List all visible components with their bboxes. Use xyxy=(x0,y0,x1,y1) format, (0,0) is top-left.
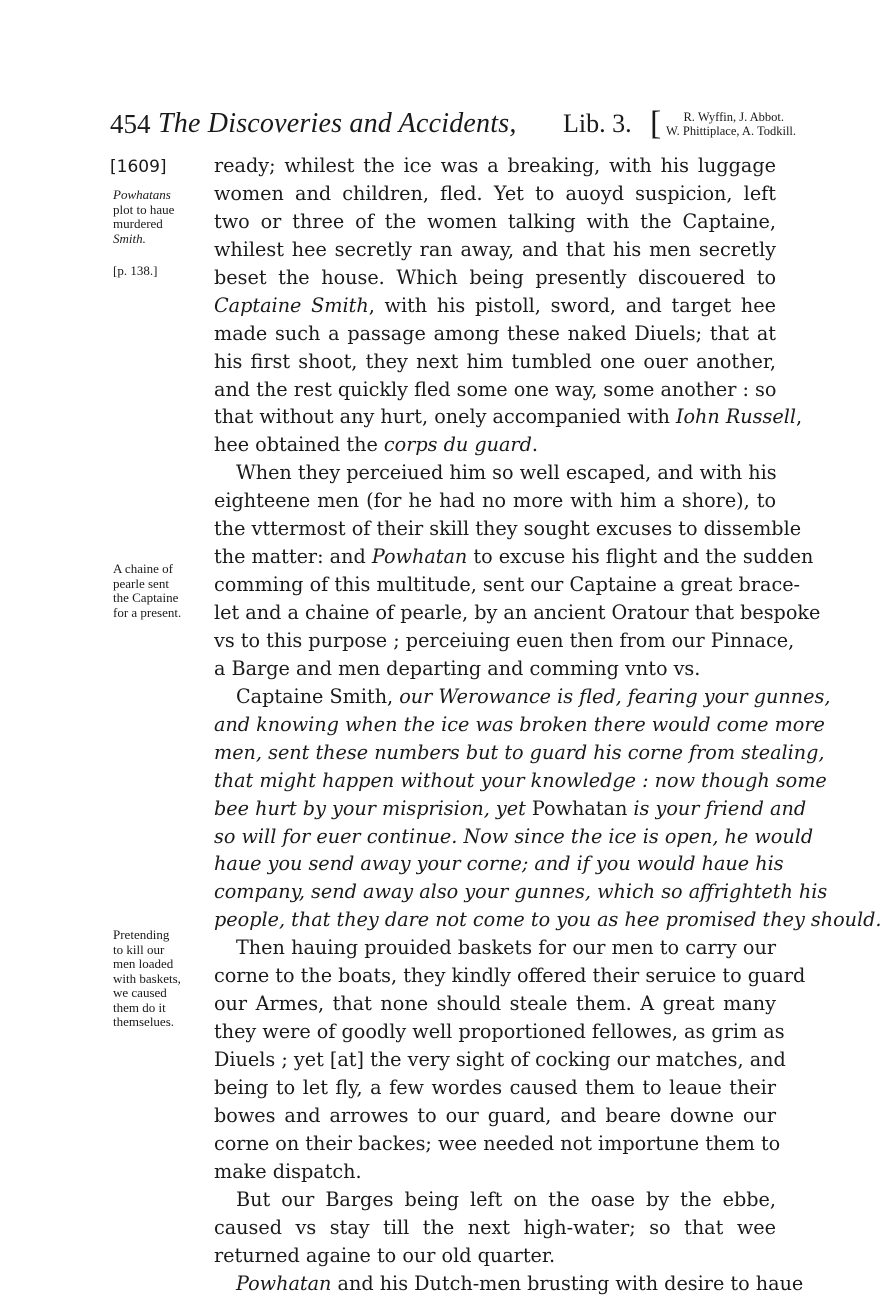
italic-text-segment: so will for euer continue. Now since the ice is open, he would xyxy=(214,825,813,848)
text-line xyxy=(214,739,776,767)
italic-text-segment: Powhatan xyxy=(236,1272,331,1295)
text-line xyxy=(214,236,776,264)
text-line xyxy=(214,1102,776,1130)
text-line xyxy=(214,1046,776,1074)
text-line xyxy=(214,180,776,208)
running-title: The Discoveries and Accidents, xyxy=(158,108,517,140)
sidenote-line: murdered xyxy=(113,217,205,232)
text-segment: the matter: and xyxy=(214,545,372,568)
text-line xyxy=(214,208,776,236)
sidenote-pretending xyxy=(113,928,205,1030)
page-number: 454 xyxy=(110,108,151,140)
sidenote-line: Pretending xyxy=(113,928,205,943)
text-segment: beset the house. Which being presently discouered to xyxy=(214,266,776,289)
book-reference: Lib. 3. xyxy=(563,108,632,140)
text-line xyxy=(214,990,776,1018)
italic-text-segment: is your friend and xyxy=(633,797,806,820)
text-segment: eighteene men (for he had no more with him a shore), to xyxy=(214,489,776,512)
italic-text-segment: that might happen without your knowledge : now though some xyxy=(214,769,827,792)
text-line xyxy=(214,487,776,515)
sidenote-line: men loaded xyxy=(113,957,205,972)
text-line xyxy=(214,1186,776,1214)
text-segment: let and a chaine of pearle, by an ancient Oratour that bespoke xyxy=(214,601,820,624)
editors-credit xyxy=(666,110,784,138)
sidenote-line: Powhatans xyxy=(113,188,205,203)
text-line xyxy=(214,767,776,795)
text-line xyxy=(214,1158,776,1186)
text-segment: Then hauing prouided baskets for our men to carry our xyxy=(236,936,776,959)
text-segment: two or three of the women talking with the Captaine, xyxy=(214,210,776,233)
sidenote-line: [p. 138.] xyxy=(113,264,205,279)
italic-text-segment: corps du guard xyxy=(384,433,532,456)
italic-text-segment: bee hurt by your misprision, yet xyxy=(214,797,526,820)
text-segment: Captaine Smith, xyxy=(236,685,399,708)
text-segment: Diuels ; yet [at] the very sight of cocking our matches, and xyxy=(214,1048,786,1071)
text-line xyxy=(214,655,776,683)
text-line xyxy=(214,320,776,348)
text-segment: that without any hurt, onely accompanied with xyxy=(214,405,676,428)
italic-text-segment: Powhatan xyxy=(372,545,467,568)
sidenote-powhatan-plot xyxy=(113,188,205,246)
text-segment: , xyxy=(796,405,802,428)
text-line xyxy=(214,1130,776,1158)
text-segment: being to let fly, a few wordes caused them to leaue their xyxy=(214,1076,776,1099)
sidenote-line: the Captaine xyxy=(113,591,205,606)
sidenote-chaine-of-pearle xyxy=(113,562,205,620)
running-header xyxy=(110,106,770,146)
text-line xyxy=(214,348,776,376)
italic-text-segment: company, send away also your gunnes, which so affrighteth his xyxy=(214,880,827,903)
sidenote-line: we caused xyxy=(113,986,205,1001)
text-line xyxy=(214,515,776,543)
text-segment: corne to the boats, they kindly offered their seruice to guard xyxy=(214,964,805,987)
text-segment: bowes and arrowes to our guard, and beare downe our xyxy=(214,1104,776,1127)
text-segment: , with his pistoll, sword, and target hee xyxy=(369,294,776,317)
text-segment: returned againe to our old quarter. xyxy=(214,1244,555,1267)
editors-bracket-icon: [ xyxy=(650,106,661,142)
text-line xyxy=(214,795,776,823)
text-segment: hee obtained the xyxy=(214,433,384,456)
text-line xyxy=(214,599,776,627)
text-line xyxy=(214,823,776,851)
text-line xyxy=(214,543,776,571)
italic-text-segment: Iohn Russell xyxy=(676,405,796,428)
text-line xyxy=(214,403,776,431)
text-segment: ready; whilest the ice was a breaking, with his luggage xyxy=(214,154,776,177)
text-segment: . xyxy=(532,433,538,456)
body-text xyxy=(214,152,776,1297)
italic-text-segment: Captaine Smith xyxy=(214,294,369,317)
italic-text-segment: men, sent these numbers but to guard his corne from stealing, xyxy=(214,741,825,764)
italic-text-segment: our Werowance is fled, fearing your gunnes, xyxy=(399,685,830,708)
editors-line: W. Phittiplace, A. Todkill. xyxy=(666,124,784,138)
text-segment: comming of this multitude, sent our Captaine a great brace- xyxy=(214,573,800,596)
text-segment: Powhatan xyxy=(526,797,634,820)
text-line xyxy=(214,1018,776,1046)
text-line xyxy=(214,292,776,320)
italic-text-segment: people, that they dare not come to you as hee promised they should. xyxy=(214,908,882,931)
sidenote-line: plot to haue xyxy=(113,203,205,218)
sidenote-line: A chaine of xyxy=(113,562,205,577)
text-line xyxy=(214,459,776,487)
sidenote-line: to kill our xyxy=(113,943,205,958)
text-segment: and his Dutch-men brusting with desire to haue xyxy=(331,1272,803,1295)
text-segment: they were of goodly well proportioned fellowes, as grim as xyxy=(214,1020,785,1043)
text-segment: to excuse his flight and the sudden xyxy=(467,545,813,568)
italic-text-segment: and knowing when the ice was broken there would come more xyxy=(214,713,825,736)
text-line xyxy=(214,878,776,906)
text-segment: caused vs stay till the next high-water; so that wee xyxy=(214,1216,776,1239)
sidenote-line: them do it xyxy=(113,1001,205,1016)
text-line xyxy=(214,1074,776,1102)
text-segment: a Barge and men departing and comming vnto vs. xyxy=(214,657,700,680)
text-segment: corne on their backes; wee needed not importune them to xyxy=(214,1132,780,1155)
text-line xyxy=(214,431,776,459)
text-line xyxy=(214,627,776,655)
text-line xyxy=(214,906,776,934)
sidenote-line: with baskets, xyxy=(113,972,205,987)
text-segment: women and children, fled. Yet to auoyd suspicion, left xyxy=(214,182,776,205)
sidenote-line: for a present. xyxy=(113,606,205,621)
text-line xyxy=(214,711,776,739)
text-line xyxy=(214,152,776,180)
sidenote-line: pearle sent xyxy=(113,577,205,592)
text-line xyxy=(214,962,776,990)
text-segment: made such a passage among these naked Diuels; that at xyxy=(214,322,776,345)
text-line xyxy=(214,934,776,962)
sidenote-page-ref xyxy=(113,264,205,279)
text-segment: his first shoot, they next him tumbled one ouer another, xyxy=(214,350,776,373)
italic-text-segment: haue you send away your corne; and if you would haue his xyxy=(214,852,784,875)
text-line xyxy=(214,683,776,711)
text-segment: our Armes, that none should steale them. A great many xyxy=(214,992,776,1015)
text-line xyxy=(214,376,776,404)
text-segment: vs to this purpose ; perceiuing euen then from our Pinnace, xyxy=(214,629,794,652)
text-segment: make dispatch. xyxy=(214,1160,362,1183)
sidenote-line: themselues. xyxy=(113,1015,205,1030)
text-segment: the vttermost of their skill they sought excuses to dissemble xyxy=(214,517,801,540)
text-segment: and the rest quickly fled some one way, some another : so xyxy=(214,378,776,401)
text-line xyxy=(214,1214,776,1242)
text-line xyxy=(214,850,776,878)
sidenote-line: Smith. xyxy=(113,232,205,247)
text-segment: whilest hee secretly ran away, and that his men secretly xyxy=(214,238,776,261)
editors-line: R. Wyffin, J. Abbot. xyxy=(666,110,784,124)
text-segment: When they perceiued him so well escaped, and with his xyxy=(236,461,777,484)
text-line xyxy=(214,571,776,599)
text-line xyxy=(214,264,776,292)
text-line xyxy=(214,1242,776,1270)
year-marker: [1609] xyxy=(110,156,167,178)
text-segment: But our Barges being left on the oase by the ebbe, xyxy=(236,1188,776,1211)
text-line xyxy=(214,1270,776,1297)
